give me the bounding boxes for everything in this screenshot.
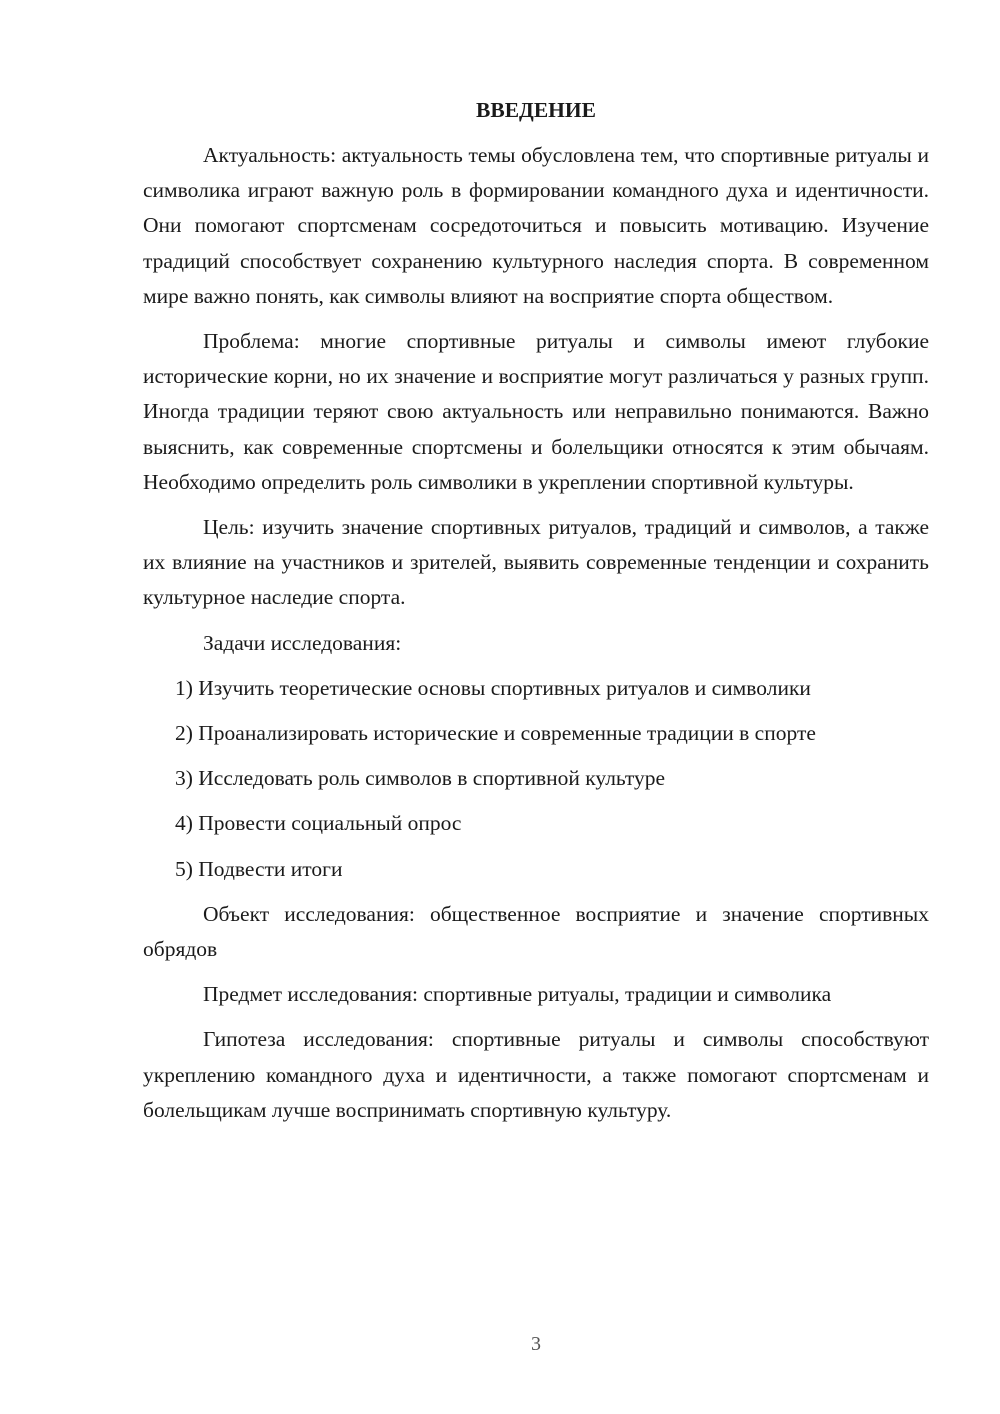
relevance-paragraph: Актуальность: актуальность темы обусловлена тем, что спортивные ритуалы и символика играют важную роль в формировании командного духа и идентичности. Они помогают спортсменам сосредоточиться и повысить мотивацию. Изучение традиций способствует сохранению культурного наследия спорта. В современном мире важно понять, как символы влияют на восприятие спорта обществом. — [143, 143, 929, 308]
subject-paragraph: Предмет исследования: спортивные ритуалы, традиции и символика — [203, 982, 832, 1007]
page-number: 3 — [531, 1333, 541, 1355]
list-item: 4) Провести социальный опрос — [175, 811, 462, 836]
object-paragraph: Объект исследования: общественное восприятие и значение спортивных обрядов — [143, 901, 929, 962]
goal-paragraph: Цель: изучить значение спортивных ритуалов, традиций и символов, а также их влияние на участников и зрителей, выявить современные тенденции и сохранить культурное наследие спорта. — [143, 515, 929, 610]
section-heading: ВВЕДЕНИЕ — [476, 98, 596, 122]
tasks-list — [143, 671, 929, 887]
list-item: 1) Изучить теоретические основы спортивных ритуалов и символики — [175, 675, 811, 700]
problem-paragraph: Проблема: многие спортивные ритуалы и символы имеют глубокие исторические корни, но их значение и восприятие могут различаться у разных групп. Иногда традиции теряют свою актуальность или неправильно понимаются. Важно выяснить, как современные спортсмены и болельщики относятся к этим обычаям. Необходимо определить роль символики в укреплении спортивной культуры. — [143, 329, 929, 494]
tasks-heading: Задачи исследования: — [203, 630, 402, 655]
list-item: 2) Проанализировать исторические и современные традиции в спорте — [175, 721, 816, 746]
document-page — [143, 92, 929, 1138]
list-item: 5) Подвести итоги — [175, 856, 343, 881]
list-item: 3) Исследовать роль символов в спортивной культуре — [175, 766, 666, 791]
hypothesis-paragraph: Гипотеза исследования: спортивные ритуалы и символы способствуют укреплению командного духа и идентичности, а также помогают спортсменам и болельщикам лучше воспринимать спортивную культуру. — [143, 1027, 929, 1122]
